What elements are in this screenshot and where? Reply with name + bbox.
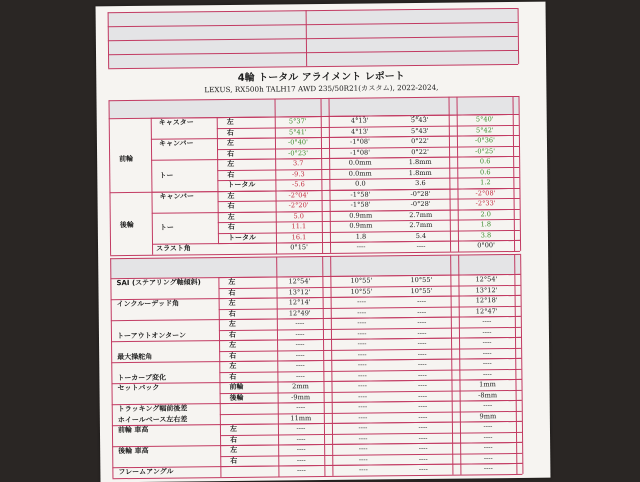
other-row-0-max: 10°55' [410, 275, 433, 285]
other-row-0-side: 左 [228, 277, 236, 286]
basic-row-6-max: 3.6 [415, 178, 426, 188]
other-row-14-before: ---- [296, 424, 306, 433]
rear-wheel-label: 後輪 [119, 220, 134, 230]
other-row-13-min: ---- [358, 413, 368, 422]
other-row-14-max: ---- [418, 422, 428, 432]
column-divider [320, 98, 323, 253]
other-row-5-before: ---- [295, 329, 305, 338]
other-row-8-max: ---- [417, 359, 427, 369]
basic-row-1-before: 5°41' [288, 127, 307, 136]
other-row-10-max: ---- [417, 380, 427, 390]
table-border [110, 258, 113, 477]
other-row-15-side: 右 [230, 435, 238, 444]
other-row-7-min: ---- [357, 350, 367, 359]
basic-row-7-side: 左 [227, 191, 235, 200]
other-row-4-min: ---- [357, 318, 367, 327]
basic-row-4-min: 0.0mm [348, 158, 372, 167]
basic-row-9-side: 左 [227, 212, 235, 221]
other-row-9-min: ---- [357, 371, 367, 380]
basic-row-6-side: トータル [227, 180, 256, 189]
other-row-8-before: ---- [295, 361, 305, 370]
basic-row-2-side: 左 [226, 138, 234, 148]
table-border [518, 96, 521, 251]
basic-row-12-min: ---- [356, 242, 366, 251]
basic-row-2-before: -0°40' [287, 138, 308, 147]
other-row-4-after: ---- [482, 317, 492, 326]
table-border [520, 254, 523, 473]
other-row-18-after: ---- [483, 464, 493, 473]
basic-row-12-group: スラスト角 [156, 244, 191, 253]
basic-row-4-max: 1.8mm [408, 157, 432, 167]
column-divider [448, 97, 451, 252]
basic-row-0-group: キャスター [158, 118, 194, 127]
other-row-9-after: ---- [482, 369, 492, 378]
other-row-9-max: ---- [417, 370, 427, 379]
column-divider [218, 277, 221, 476]
other-row-4-side: 左 [228, 319, 236, 328]
table-grid [96, 2, 546, 7]
other-row-14-side: 左 [229, 424, 237, 433]
table-border [109, 100, 112, 255]
other-row-14-after: ---- [483, 422, 493, 431]
basic-row-7-min: -1°58' [350, 190, 371, 199]
other-row-18-before: ---- [296, 466, 306, 475]
other-row-17-after: ---- [483, 453, 493, 462]
basic-row-10-min: 0.9mm [349, 221, 373, 230]
front-wheel-label: 前輪 [119, 154, 134, 164]
other-row-16-side: 左 [230, 445, 238, 454]
other-row-2-min: ---- [357, 297, 367, 306]
other-row-6-before: ---- [295, 340, 305, 349]
other-row-12-max: ---- [418, 401, 428, 411]
basic-row-10-before: 11.1 [291, 222, 307, 231]
basic-row-0-before: 5°37' [288, 117, 307, 126]
basic-row-6-min: 0.0 [355, 179, 366, 188]
other-row-17-max: ---- [418, 454, 428, 463]
other-row-16-max: ---- [418, 443, 428, 453]
other-row-1-after: 13°12' [475, 285, 498, 294]
other-row-9-before: ---- [295, 371, 305, 380]
other-row-10-min: ---- [357, 381, 368, 390]
basic-row-9-min: 0.9mm [349, 210, 373, 220]
other-row-5-min: ---- [357, 329, 367, 338]
basic-row-8-min: -1°58' [350, 200, 371, 209]
basic-row-1-max: 5°43' [410, 126, 429, 135]
basic-row-0-side: 左 [226, 117, 234, 127]
basic-row-7-group: キャンバー [159, 191, 195, 201]
other-row-9-side: 右 [229, 372, 237, 381]
other-row-2-before: 12°14' [288, 298, 311, 307]
other-row-13-group: ホイールベース左右差 [117, 414, 188, 424]
other-row-7-after: ---- [482, 348, 492, 357]
other-row-11-before: -9mm [291, 392, 311, 401]
other-row-5-side: 右 [228, 330, 237, 339]
other-row-5-group: トーアウトオンターン [116, 330, 187, 340]
basic-row-6-before: -5.6 [291, 180, 305, 189]
other-row-16-group: 後輪 車高 [118, 446, 149, 456]
other-row-7-side: 右 [229, 351, 237, 360]
other-row-11-after: -8mm [478, 390, 498, 399]
other-row-3-before: 12°49' [288, 308, 311, 317]
other-row-4-max: ---- [417, 317, 427, 327]
other-row-11-max: ---- [418, 391, 428, 400]
basic-row-10-side: 右 [227, 222, 235, 231]
other-row-13-after: 9mm [479, 411, 497, 420]
basic-row-11-side: トータル [227, 233, 256, 242]
basic-row-10-group: トー [159, 223, 174, 232]
report-title: 4輪 トータル アライメント レポート [237, 71, 405, 84]
vehicle-info: LEXUS, RX500h TALH17 AWD 235/50R21(カスタム), 2022-2024, [204, 82, 439, 95]
column-divider [512, 96, 515, 251]
other-row-11-min: ---- [358, 392, 368, 401]
other-row-0-min: 10°55' [350, 276, 373, 285]
other-row-6-min: ---- [357, 339, 367, 348]
other-row-18-min: ---- [358, 465, 368, 474]
other-row-0-after: 12°54' [475, 275, 498, 284]
other-row-17-before: ---- [296, 455, 306, 464]
other-row-2-after: 12°18' [475, 296, 498, 305]
other-row-4-before: ---- [295, 319, 305, 328]
other-row-8-after: ---- [482, 359, 492, 368]
other-row-3-min: ---- [357, 308, 367, 317]
other-row-5-max: ---- [417, 328, 427, 337]
basic-row-2-group: キャンバー [158, 139, 194, 148]
other-row-1-before: 13°12' [288, 287, 311, 296]
other-row-16-min: ---- [358, 444, 368, 453]
other-row-13-max: ---- [418, 412, 428, 421]
basic-row-5-max: 1.8mm [408, 168, 432, 177]
basic-row-10-after: 1.8 [480, 220, 492, 229]
other-row-3-side: 右 [228, 309, 236, 318]
basic-row-7-max: -0°28' [410, 189, 431, 198]
basic-row-6-after: 1.2 [480, 178, 491, 187]
other-row-14-group: 前輪 車高 [117, 425, 149, 435]
basic-row-3-max: 0°22' [411, 147, 429, 156]
other-row-16-after: ---- [483, 443, 493, 452]
other-row-10-before: 2mm [292, 382, 309, 391]
other-row-14-min: ---- [358, 423, 368, 432]
basic-row-5-before: -9.3 [291, 169, 305, 178]
basic-row-0-after: 5°40' [475, 115, 494, 124]
basic-row-9-max: 2.7mm [409, 210, 433, 219]
other-row-10-group: セットバック [117, 383, 160, 393]
basic-row-11-max: 5.4 [415, 231, 427, 240]
other-row-7-before: ---- [295, 350, 305, 359]
other-row-17-side: 右 [230, 456, 238, 465]
other-row-15-after: ---- [483, 432, 493, 441]
basic-row-3-before: -0°23' [288, 148, 309, 157]
basic-row-11-after: 3.8 [480, 230, 492, 239]
basic-row-12-max: ---- [416, 241, 426, 251]
basic-row-4-side: 左 [227, 159, 235, 168]
other-row-12-min: ---- [358, 402, 368, 411]
other-row-1-max: 10°55' [410, 286, 433, 295]
other-row-15-before: ---- [296, 434, 306, 443]
basic-row-0-max: 5°43' [410, 115, 429, 125]
report-paper [96, 2, 551, 482]
other-row-2-max: ---- [417, 296, 427, 306]
other-row-12-after: ---- [483, 401, 493, 410]
other-row-8-side: 左 [229, 361, 237, 370]
basic-row-0-min: 4°13' [350, 116, 369, 125]
other-row-10-side: 前輪 [229, 382, 244, 391]
other-row-8-min: ---- [357, 360, 367, 369]
basic-row-5-group: トー [159, 171, 174, 180]
other-row-13-before: 11mm [290, 413, 312, 422]
other-row-18-max: ---- [418, 464, 428, 474]
other-row-10-after: 1mm [479, 380, 496, 389]
basic-row-9-before: 5.0 [293, 211, 305, 220]
other-row-12-before: ---- [296, 403, 306, 412]
basic-row-5-min: 0.0mm [348, 168, 372, 178]
other-row-2-group: インクルーデッド角 [116, 299, 180, 309]
basic-row-11-min: 1.8 [355, 232, 367, 241]
other-row-18-group: フレームアングル [118, 467, 174, 477]
other-row-6-after: ---- [482, 338, 492, 347]
basic-row-11-before: 16.1 [291, 232, 307, 241]
basic-row-12-after: 0°00' [477, 241, 495, 250]
basic-row-10-max: 2.7mm [409, 220, 433, 230]
basic-row-7-before: -2°04' [288, 190, 309, 199]
basic-row-1-side: 右 [226, 128, 234, 137]
other-row-0-before: 12°54' [288, 277, 311, 286]
basic-row-2-min: -1°08' [349, 137, 370, 146]
basic-row-2-after: -0°36' [474, 136, 495, 145]
basic-row-4-before: 3.7 [292, 159, 304, 168]
other-row-3-max: ---- [417, 307, 427, 316]
basic-row-8-before: -2°20' [288, 201, 309, 210]
other-row-15-min: ---- [358, 434, 368, 443]
other-row-1-side: 右 [228, 288, 236, 297]
other-row-16-before: ---- [296, 445, 306, 454]
basic-row-8-side: 右 [227, 201, 235, 210]
header-border [518, 8, 520, 64]
other-row-7-group: 最大操舵角 [117, 352, 153, 361]
other-row-12-group: トラッキング幅前後差 [117, 404, 188, 414]
other-row-3-after: 12°47' [475, 306, 498, 315]
basic-row-5-after: 0.6 [479, 167, 491, 176]
basic-row-2-max: 0°22' [411, 136, 429, 146]
other-row-2-side: 左 [228, 298, 236, 307]
other-row-7-max: ---- [417, 349, 427, 358]
other-row-6-max: ---- [417, 338, 427, 348]
other-row-11-side: 後輪 [229, 393, 244, 402]
basic-row-3-side: 右 [227, 149, 235, 158]
basic-row-1-after: 5°42' [475, 125, 494, 134]
other-row-17-min: ---- [358, 455, 368, 464]
other-row-6-side: 左 [229, 340, 237, 349]
basic-row-7-after: -2°08' [475, 188, 496, 197]
basic-row-8-max: -0°28' [410, 199, 431, 209]
other-row-0-group: SAI (ステアリング軸傾斜) [116, 278, 201, 288]
basic-row-12-before: 0°15' [290, 243, 308, 252]
other-row-5-after: ---- [482, 327, 492, 336]
basic-row-1-min: 4°13' [350, 127, 369, 136]
basic-row-9-after: 2.0 [480, 209, 492, 218]
basic-row-4-after: 0.6 [479, 157, 491, 166]
basic-row-5-side: 右 [227, 170, 235, 179]
other-row-1-min: 10°55' [350, 286, 373, 296]
other-row-9-group: トーカーブ変化 [117, 373, 166, 382]
basic-row-8-after: -2°33' [475, 199, 496, 208]
basic-row-3-min: -1°08' [350, 148, 371, 157]
other-row-15-max: ---- [418, 433, 428, 442]
basic-row-3-after: -0°25' [475, 146, 496, 155]
